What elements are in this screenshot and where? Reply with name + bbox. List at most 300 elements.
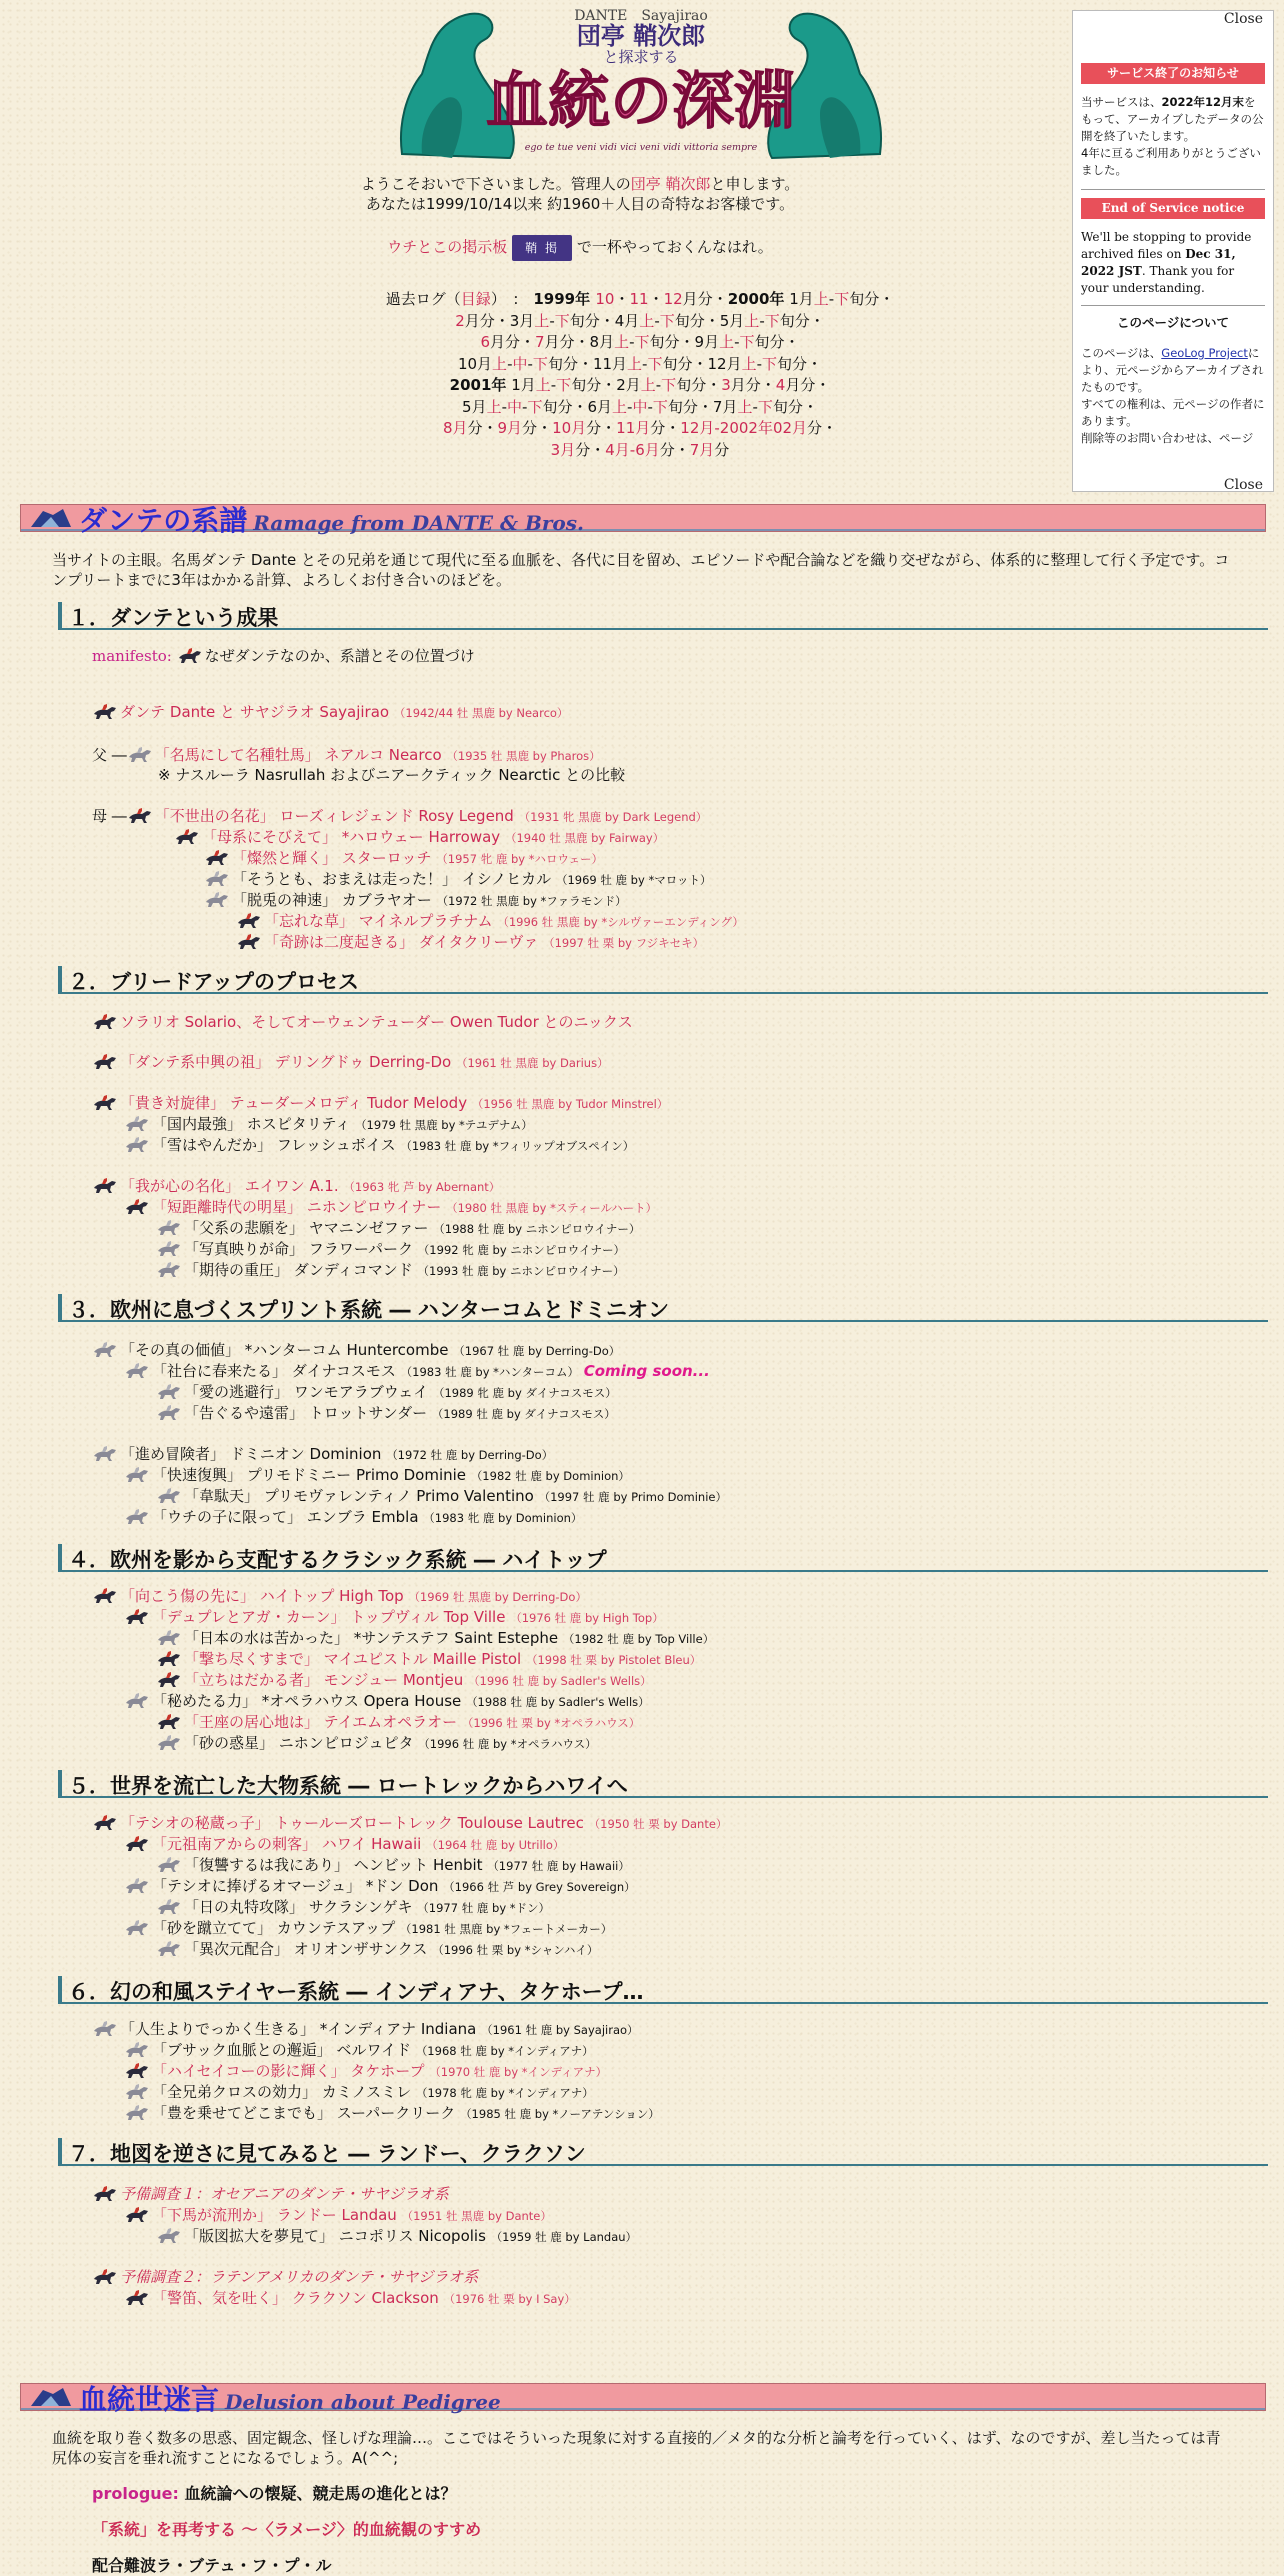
horse-name: 「その真の価値」 *ハンターコム Huntercombe xyxy=(120,1341,449,1359)
horse-name[interactable]: 「奇跡は二度起きる」 ダイタクリーヴァ xyxy=(264,933,539,951)
horse-name: 「そうとも、おまえは走った！」 イシノヒカル xyxy=(232,870,552,888)
horse-name: 「テシオに捧げるオマージュ」 *ドン Don xyxy=(152,1877,439,1895)
archive-text: - xyxy=(828,290,835,308)
archive-link[interactable]: 11月 xyxy=(616,419,651,437)
archive-link[interactable]: 上 xyxy=(639,311,655,330)
horse-details: （1961 牡 黒鹿 by Darius） xyxy=(455,1056,609,1070)
subsection-7-header: ７．地図を逆さに見てみると ― ランドー、クラクソン xyxy=(58,2138,1268,2166)
pedigree-row xyxy=(156,1897,550,1918)
subsection-6-header: ６．幻の和風ステイヤー系統 ― インディアナ、タケホープ… xyxy=(58,1976,1268,2004)
horse-name: 「告ぐるや遠雷」 トロットサンダー xyxy=(184,1404,428,1422)
archive-link[interactable]: 下 xyxy=(762,354,778,373)
archive-text: 分・ xyxy=(659,440,690,459)
horse-name: 「秘めたる力」 *オペラハウス Opera House xyxy=(152,1692,462,1710)
archive-link[interactable]: 下 xyxy=(527,397,543,416)
horse-name[interactable]: 「母系にそびえて」 *ハロウェー Harroway xyxy=(202,828,501,846)
pedigree-row[interactable] xyxy=(92,1093,668,1114)
pedigree-row xyxy=(156,1939,598,1960)
horse-name: 「脱兎の神速」 カブラヤオー xyxy=(232,891,432,909)
section-dante-title: ダンテの系譜 Ramage from DANTE & Bros. xyxy=(79,504,584,537)
pedigree-row xyxy=(158,765,625,785)
horse-jockey-icon xyxy=(177,646,203,664)
archive-link[interactable]: 下 xyxy=(661,376,677,394)
horse-jockey-icon xyxy=(127,806,153,824)
pedigree-row[interactable] xyxy=(92,1176,500,1197)
archive-text: - xyxy=(655,376,662,394)
horse-name[interactable]: 「ダンテ系中興の祖」 デリングドゥ Derring-Do xyxy=(120,1053,452,1071)
horse-name: 「韋駄天」 プリモヴァレンティノ Primo Valentino xyxy=(184,1487,534,1505)
archive-text: 旬分・ xyxy=(676,376,722,394)
horse-name: 「ウチの子に限って」 エンブラ Embla xyxy=(152,1508,419,1526)
horse-jockey-icon xyxy=(236,932,262,950)
archive-text: 月分・ xyxy=(489,333,535,351)
pedigree-row xyxy=(156,1239,625,1260)
site-banner xyxy=(392,4,890,160)
pedigree-row[interactable] xyxy=(92,1052,609,1073)
horse-details: （1989 牡 鹿 by ダイナコスモス） xyxy=(431,1407,616,1421)
horse-name[interactable]: 「撃ち尽くすまで」 マイユピストル Maille Pistol xyxy=(184,1650,522,1668)
horse-details: （1996 牡 栗 by *シャンハイ） xyxy=(432,1943,599,1957)
horse-name: 「期待の重圧」 ダンディコマンド xyxy=(184,1261,413,1279)
horse-jockey-icon xyxy=(156,1382,182,1400)
horse-jockey-icon xyxy=(236,911,262,929)
horse-name[interactable]: 「不世出の名花」 ローズィレジェンド Rosy Legend xyxy=(154,807,514,825)
horse-name: 「快速復興」 プリモドミニー Primo Dominie xyxy=(152,1466,467,1484)
horse-name: 「進め冒険者」 ドミニオン Dominion xyxy=(120,1445,382,1463)
horse-details: （1968 牡 鹿 by *インディアナ） xyxy=(415,2044,594,2058)
pedigree-row[interactable] xyxy=(92,646,475,666)
horse-name[interactable]: 「貴き対旋律」 テューダーメロディ Tudor Melody xyxy=(120,1094,468,1112)
horse-jockey-icon xyxy=(156,1855,182,1873)
pedigree-row[interactable] xyxy=(174,827,664,848)
pedigree-row xyxy=(156,1403,616,1424)
pedigree-row xyxy=(124,1135,634,1156)
horse-jockey-icon xyxy=(156,2226,182,2244)
pedigree-row xyxy=(156,1855,630,1876)
horse-jockey-icon xyxy=(124,2205,150,2223)
horse-details: （1967 牡 鹿 by Derring-Do） xyxy=(453,1344,621,1358)
horse-name[interactable]: 「忘れな草」 マイネルプラチナム xyxy=(264,912,493,930)
archive-line xyxy=(370,289,910,311)
notice-jp-body: 当サービスは、2022年12月末をもって、アーカイブしたデータの公開を終了いたします。 4年に亘るご利用ありがとうございました。 xyxy=(1081,95,1264,177)
pedigree-row[interactable] xyxy=(156,1670,652,1691)
archive-text: 5月 xyxy=(462,397,487,416)
archive-link[interactable]: 上 xyxy=(535,376,551,394)
section-dante-banner xyxy=(20,504,1266,537)
horse-name[interactable]: 予備調査２：ラテンアメリカのダンテ・サヤジラオ系 xyxy=(120,2268,479,2286)
horse-details: （1988 牡 鹿 by ニホンピロウイナー） xyxy=(433,1222,641,1236)
horse-details: （1951 牡 黒鹿 by Dante） xyxy=(401,2209,552,2223)
admin-name-link[interactable]: 団亭 鞘次郎 xyxy=(630,175,711,193)
bbs-text: で一杯やっておくんなはれ。 xyxy=(576,238,773,256)
horse-jockey-icon xyxy=(124,1507,150,1525)
pedigree-row xyxy=(156,2226,637,2247)
archive-link[interactable]: 上 xyxy=(627,354,643,373)
archive-link[interactable]: 上 xyxy=(741,354,757,373)
horse-jockey-icon xyxy=(156,1628,182,1646)
horse-jockey-icon xyxy=(124,2040,150,2058)
archive-link[interactable]: 3月 xyxy=(550,440,576,459)
pedigree-row xyxy=(124,2103,660,2124)
archive-year: 2000年 xyxy=(727,290,785,308)
subsection-4-header: ４．欧州を影から支配するクラシック系統 ― ハイトップ xyxy=(58,1544,1268,1572)
banner-main-title: 血統の深淵 xyxy=(485,64,797,137)
archive-text: - xyxy=(507,354,513,373)
horse-details: （1996 牡 栗 by *オペラハウス） xyxy=(461,1716,641,1730)
horse-details: （1956 牡 黒鹿 by Tudor Minstrel） xyxy=(471,1097,669,1111)
pedigree-row[interactable] xyxy=(92,2184,449,2204)
horse-details: （1982 牡 鹿 by Top Ville） xyxy=(562,1632,715,1646)
pedigree-row[interactable] xyxy=(92,745,601,766)
archive-text: 旬分・5月 xyxy=(674,311,745,330)
horse-jockey-icon xyxy=(124,2288,150,2306)
horse-details: （1957 牝 鹿 by *ハロウェー） xyxy=(436,852,604,866)
banner-top-text: DANTE Sayajirao xyxy=(574,8,708,24)
horse-details: （1963 牝 芦 by Abernant） xyxy=(343,1180,501,1194)
archive-text: - xyxy=(527,354,533,373)
horse-details: （1998 牡 栗 by Pistolet Bleu） xyxy=(525,1653,702,1667)
horse-jockey-icon xyxy=(124,1197,150,1215)
horse-name[interactable]: 「王座の居心地は」 テイエムオペラオー xyxy=(184,1713,458,1731)
archive-text: - xyxy=(627,397,633,416)
horse-details: （1950 牡 栗 by Dante） xyxy=(588,1817,728,1831)
archive-text: 1月 xyxy=(506,376,536,394)
archive-line xyxy=(370,375,910,397)
pedigree-row[interactable] xyxy=(124,1607,664,1628)
horse-name[interactable]: 「下馬が流刑か」 ランドー Landau xyxy=(152,2206,397,2224)
horse-name[interactable]: 「ハイセイコーの影に輝く」 タケホープ xyxy=(152,2062,425,2080)
pedigree-row xyxy=(204,890,627,911)
pedigree-row[interactable] xyxy=(156,1712,640,1733)
horse-details: （1935 牡 黒鹿 by Pharos） xyxy=(446,749,601,763)
geolog-link[interactable]: GeoLog Project xyxy=(1161,346,1248,360)
horse-details: （1979 牡 黒鹿 by *テユデナム） xyxy=(355,1118,533,1132)
archive-text: 月分・ xyxy=(785,376,831,394)
archive-link[interactable]: 11 xyxy=(629,290,649,308)
horse-details: （1985 牡 鹿 by *ノーアテンション） xyxy=(460,2107,660,2121)
pedigree-row xyxy=(124,2082,594,2103)
archive-link[interactable]: 7月 xyxy=(689,440,715,459)
horse-name[interactable]: 「我が心の名化」 エイワン A.1. xyxy=(120,1177,339,1195)
horse-name[interactable]: 「燦然と輝く」 スターロッチ xyxy=(232,849,432,867)
pedigree-row[interactable] xyxy=(236,911,744,932)
horse-jockey-icon xyxy=(156,1218,182,1236)
horse-name: 「雪はやんだか」 フレッシュボイス xyxy=(152,1136,396,1154)
pedigree-row xyxy=(204,869,711,890)
horse-details: （1976 牡 鹿 by High Top） xyxy=(510,1611,664,1625)
archive-link[interactable]: 10月 xyxy=(552,419,587,437)
section-delusion-intro: 血統を取り巻く数多の思惑、固定観念、怪しげな理論…。ここではそういった現象に対する直接的／メタ的な分析と論考を行っていく、はず、なのですが、差し当たっては青尻体の妄言を垂れ流すことになるでしょう。A(^^; xyxy=(52,2429,1221,2467)
bbs-icon[interactable]: 鞘 掲 xyxy=(512,235,572,261)
prologue-line: prologue: 血統論への懐疑、競走馬の進化とは？ xyxy=(92,2484,457,2503)
pedigree-row xyxy=(124,1691,650,1712)
horse-jockey-icon xyxy=(92,1093,118,1111)
horse-name: 「ブサック血脈との邂逅」 ベルワイド xyxy=(152,2041,412,2059)
archive-year: 1999年 xyxy=(533,290,596,308)
horse-jockey-icon xyxy=(92,1012,118,1030)
horse-jockey-icon xyxy=(156,1486,182,1504)
archive-link[interactable]: 下 xyxy=(757,397,773,416)
horse-jockey-icon xyxy=(92,1340,118,1358)
pedigree-row xyxy=(124,1465,630,1486)
archive-text: 分・ xyxy=(575,440,606,459)
horse-jockey-icon xyxy=(156,1239,182,1257)
archive-link[interactable]: 中 xyxy=(507,397,523,416)
archive-link[interactable]: 9月 xyxy=(497,419,523,437)
bbs-line xyxy=(260,234,900,261)
pedigree-row[interactable] xyxy=(92,702,568,723)
notice-about-header: このページについて xyxy=(1116,315,1229,330)
archive-link[interactable]: 下 xyxy=(532,354,548,373)
horse-name[interactable]: 「警笛、気を吐く」 クラクソン Clackson xyxy=(152,2289,439,2307)
archive-text: 月分・ xyxy=(682,290,728,308)
pedigree-row[interactable] xyxy=(92,1586,587,1607)
archive-text: 旬分・ xyxy=(777,354,823,373)
notice-content[interactable] xyxy=(1081,63,1265,477)
horse-details: （1940 牡 黒鹿 by Fairway） xyxy=(504,831,665,845)
horse-jockey-icon xyxy=(156,1649,182,1667)
horse-jockey-icon xyxy=(92,1444,118,1462)
archive-link[interactable]: 目録 xyxy=(460,290,491,308)
archive-link[interactable]: 上 xyxy=(534,311,550,330)
archive-text: 旬分・2月 xyxy=(571,376,641,394)
archive-link[interactable]: 下 xyxy=(659,311,675,330)
horse-name: 「社台に春来たる」 ダイナコスモス xyxy=(152,1362,396,1380)
horse-jockey-icon xyxy=(124,1607,150,1625)
horse-jockey-icon xyxy=(156,1712,182,1730)
horse-name: ※ ナスルーラ Nasrullah およびニアークティック Nearctic との比較 xyxy=(158,766,626,784)
archive-text: 旬分・6月 xyxy=(542,397,613,416)
horse-details: （1961 牡 鹿 by Sayajirao） xyxy=(481,2023,639,2037)
service-notice-box xyxy=(1072,10,1274,492)
archive-text: - xyxy=(647,397,653,416)
archive-text: 月分・ xyxy=(730,376,776,394)
pedigree-row[interactable] xyxy=(204,848,603,869)
horse-jockey-icon xyxy=(124,1834,150,1852)
pedigree-row[interactable] xyxy=(92,2267,478,2287)
archive-text: 分・ xyxy=(807,419,838,437)
notice-en-header: End of Service notice xyxy=(1081,198,1265,219)
archive-text: 旬分・ xyxy=(772,397,818,416)
archive-link[interactable]: 下 xyxy=(554,311,570,330)
banner-name: 団亭 鞘次郎 xyxy=(576,21,706,50)
archive-text: - xyxy=(756,354,763,373)
horse-jockey-icon xyxy=(127,745,153,763)
delusion-item-2[interactable]: 配合難波ラ・ブテュ・フ・プ・ル xyxy=(92,2556,332,2575)
archive-text: 月分・3月 xyxy=(464,311,535,330)
horse-name[interactable]: ダンテ Dante と サヤジラオ Sayajirao xyxy=(120,703,390,721)
archive-text: 分・ xyxy=(586,419,617,437)
pedigree-row xyxy=(156,1733,597,1754)
horse-jockey-icon xyxy=(92,1586,118,1604)
horse-jockey-icon xyxy=(92,2019,118,2037)
archive-link[interactable]: 12月-2002年02月 xyxy=(680,419,808,437)
pedigree-row[interactable] xyxy=(124,2205,552,2226)
pedigree-row[interactable] xyxy=(124,1834,564,1855)
archive-line xyxy=(370,418,910,440)
horse-details: （1997 牡 栗 by フジキセキ） xyxy=(543,936,705,950)
archive-text: 旬分・12月 xyxy=(662,354,742,373)
archive-link[interactable]: 2 xyxy=(455,311,465,330)
archive-link[interactable]: 8月 xyxy=(442,419,468,437)
horse-jockey-icon xyxy=(124,1114,150,1132)
archive-text: ・ xyxy=(648,290,664,308)
archive-text: - xyxy=(549,311,555,330)
horse-details: （1980 牡 黒鹿 by *スティールハート） xyxy=(446,1201,658,1215)
horse-jockey-icon xyxy=(124,1918,150,1936)
subsection-5-header: ５．世界を流亡した大物系統 ― ロートレックからハワイへ xyxy=(58,1770,1268,1798)
archive-link[interactable]: 上 xyxy=(614,333,630,351)
horse-name: 「日本の水は苦かった」 *サンテステフ Saint Estephe xyxy=(184,1629,559,1647)
horse-jockey-icon xyxy=(156,1733,182,1751)
horse-details: （1997 牡 鹿 by Primo Dominie） xyxy=(538,1490,727,1504)
lineage-prefix: 父 ― xyxy=(92,746,127,764)
horse-jockey-icon xyxy=(124,1135,150,1153)
archive-text: - xyxy=(522,397,528,416)
archive-link[interactable]: 下 xyxy=(647,354,663,373)
pedigree-row[interactable] xyxy=(92,1012,633,1032)
horse-details: （1983 牝 鹿 by Dominion） xyxy=(423,1511,583,1525)
banner-explore: と探求する xyxy=(603,48,679,66)
archive-text: 過去ログ（ xyxy=(385,290,461,308)
pedigree-row[interactable] xyxy=(156,1649,701,1670)
archive-link[interactable]: 3 xyxy=(721,376,731,394)
horse-name[interactable]: 「テシオの秘蔵っ子」 トゥールーズロートレック Toulouse Lautrec xyxy=(120,1814,584,1832)
archive-line xyxy=(370,311,910,333)
archive-text: - xyxy=(501,397,508,416)
manifesto-link[interactable]: なぜダンテなのか、系譜とその位置づけ xyxy=(204,647,475,665)
archive-link[interactable]: 下 xyxy=(556,376,572,394)
lineage-prefix: 母 ― xyxy=(92,807,127,825)
archive-link[interactable]: 7 xyxy=(535,333,545,351)
horse-details: （1996 牡 鹿 by Sadler's Wells） xyxy=(468,1674,652,1688)
horse-details: （1970 牡 鹿 by *インディアナ） xyxy=(429,2065,608,2079)
section-dante-intro: 当サイトの主眼。名馬ダンテ Dante とその兄弟を通じて現代に至る血脈を、各代に目を留め、エピソードや配合論などを織り交ぜながら、体系的に整理して行く予定です。コンプリートまでに3年はかかる計算、よろしくお付き合いのほどを。 xyxy=(52,551,1230,589)
archive-link[interactable]: 中 xyxy=(512,354,528,373)
archive-link[interactable]: 上 xyxy=(737,397,753,416)
horse-name: 「人生よりでっかく生きる」 *インディアナ Indiana xyxy=(120,2020,477,2038)
archive-link[interactable]: 下 xyxy=(764,311,780,330)
section-delusion-banner xyxy=(20,2383,1266,2416)
archive-text: ・ xyxy=(614,290,630,308)
pedigree-row[interactable] xyxy=(236,932,704,953)
archive-text: 月分・8月 xyxy=(544,333,615,351)
pedigree-row xyxy=(156,1382,617,1403)
archive-text: 旬分・11月 xyxy=(547,354,628,373)
archive-link[interactable]: 上 xyxy=(813,290,829,308)
archive-text: - xyxy=(629,333,635,351)
horse-name: 「全兄弟クロスの効力」 カミノスミレ xyxy=(152,2083,412,2101)
notice-divider xyxy=(1081,189,1265,190)
archive-link[interactable]: 4 xyxy=(775,376,786,394)
horse-details: （1982 牡 鹿 by Dominion） xyxy=(470,1469,630,1483)
pedigree-row xyxy=(124,1114,533,1135)
horse-name: 「版図拡大を夢見て」 ニコポリス Nicopolis xyxy=(184,2227,486,2245)
pedigree-row[interactable] xyxy=(124,2288,576,2309)
archive-link[interactable]: 12 xyxy=(663,290,683,308)
archive-link[interactable]: 上 xyxy=(486,397,502,416)
archive-links xyxy=(370,289,910,461)
horse-name: 「日の丸特攻隊」 サクラシンゲキ xyxy=(184,1898,413,1916)
pedigree-row[interactable] xyxy=(92,806,707,827)
pedigree-row xyxy=(92,2019,639,2040)
archive-link[interactable]: 上 xyxy=(612,397,628,416)
welcome-text: ようこそおいで下さいました。管理人の xyxy=(360,175,631,193)
pedigree-row[interactable] xyxy=(124,2061,607,2082)
horse-name[interactable]: 「向こう傷の先に」 ハイトップ High Top xyxy=(120,1587,404,1605)
archive-text: ） : xyxy=(490,290,534,308)
horse-name[interactable]: ソラリオ Solario、そしてオーウェンテューダー Owen Tudor とのニックス xyxy=(120,1013,633,1031)
archive-link[interactable]: 4月-6月 xyxy=(605,440,660,459)
subsection-3-header: ３．欧州に息づくスプリント系統 ― ハンターコムとドミニオン xyxy=(58,1294,1268,1322)
archive-text: 旬分・9月 xyxy=(649,333,720,351)
close-button-top[interactable]: Close xyxy=(1223,11,1263,27)
horse-jockey-icon xyxy=(124,2103,150,2121)
horse-jockey-icon xyxy=(156,1403,182,1421)
horse-jockey-icon xyxy=(92,1813,118,1831)
welcome-text-end: と申します。 xyxy=(710,175,800,193)
ramage-link[interactable]: 「系統」を再考する ～〈ラメージ〉的血統観のすすめ xyxy=(92,2520,482,2539)
bbs-link[interactable]: ウチとこの掲示板 xyxy=(387,238,508,256)
pedigree-row[interactable] xyxy=(92,1813,727,1834)
archive-link[interactable]: 上 xyxy=(640,376,656,394)
notice-about-body: このページは、GeoLog Projectにより、元ページからアーカイブされたものです。 すべての権利は、元ページの作者にあります。 削除等のお問い合わせは、ページ xyxy=(1081,346,1265,445)
archive-link[interactable]: 上 xyxy=(719,333,735,351)
horse-jockey-icon xyxy=(92,1176,118,1194)
archive-link[interactable]: 上 xyxy=(492,354,508,373)
horse-details: （1976 牡 栗 by I Say） xyxy=(443,2292,576,2306)
pedigree-row[interactable] xyxy=(124,1197,657,1218)
horse-name: 「父系の悲願を」 ヤマニンゼファー xyxy=(184,1219,429,1237)
archive-link[interactable]: 下 xyxy=(834,290,850,308)
horse-details: （1966 牡 芦 by Grey Sovereign） xyxy=(443,1880,636,1894)
archive-text: - xyxy=(734,333,740,351)
horse-details: （1942/44 牡 黒鹿 by Nearco） xyxy=(393,706,569,720)
horse-jockey-icon xyxy=(124,1876,150,1894)
horse-details: （1969 牡 鹿 by *マロット） xyxy=(555,873,712,887)
archive-year: 2001年 xyxy=(449,376,507,394)
archive-line xyxy=(370,440,910,462)
archive-line xyxy=(370,332,910,354)
horse-name[interactable]: 「デュプレとアガ・カーン」 トップヴィル Top Ville xyxy=(152,1608,506,1626)
horse-details: （1972 牡 黒鹿 by *ファラモンド） xyxy=(436,894,627,908)
horse-name[interactable]: 「元祖南アからの刺客」 ハワイ Hawaii xyxy=(152,1835,422,1853)
pedigree-row xyxy=(156,1486,727,1507)
horse-name: 「国内最強」 ホスピタリティ xyxy=(152,1115,351,1133)
horse-name[interactable]: 「短距離時代の明星」 ニホンピロウイナー xyxy=(152,1198,442,1216)
horse-details: （1969 牡 黒鹿 by Derring-Do） xyxy=(408,1590,587,1604)
archive-link[interactable]: 上 xyxy=(744,311,760,330)
archive-link[interactable]: 下 xyxy=(652,397,668,416)
horse-name[interactable]: 「立ちはだかる者」 モンジュー Montjeu xyxy=(184,1671,464,1689)
horse-name[interactable]: 「名馬にして名種牡馬」 ネアルコ Nearco xyxy=(154,746,442,764)
archive-link[interactable]: 中 xyxy=(632,397,648,416)
horse-jockey-icon xyxy=(156,1939,182,1957)
archive-link[interactable]: 6 xyxy=(480,333,490,351)
archive-link[interactable]: 下 xyxy=(634,333,650,351)
horse-jockey-icon xyxy=(92,1052,118,1070)
horse-details: （1989 牝 鹿 by ダイナコスモス） xyxy=(432,1386,617,1400)
horse-name[interactable]: 予備調査１：オセアニアのダンテ・サヤジラオ系 xyxy=(120,2185,449,2203)
horse-details: （1992 牝 鹿 by ニホンピロウイナー） xyxy=(417,1243,625,1257)
archive-link[interactable]: 下 xyxy=(739,333,755,351)
horse-details: （1993 牡 鹿 by ニホンピロウイナー） xyxy=(417,1264,625,1278)
close-button-bottom[interactable]: Close xyxy=(1223,477,1263,493)
archive-link[interactable]: 10 xyxy=(595,290,615,308)
horse-jockey-icon xyxy=(92,2267,118,2285)
pedigree-row xyxy=(124,2040,594,2061)
horse-details: （1988 牡 鹿 by Sadler's Wells） xyxy=(466,1695,650,1709)
